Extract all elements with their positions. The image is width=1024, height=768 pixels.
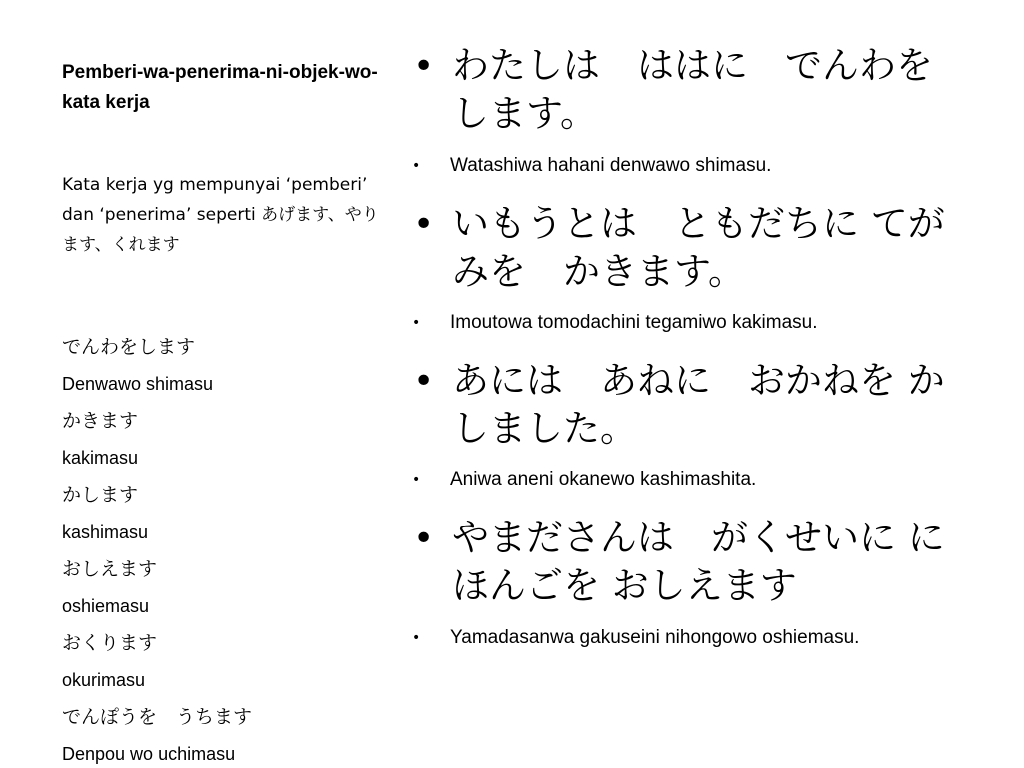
example-japanese-text: やまださんは がくせいに にほんごを おしえます [452, 516, 945, 607]
vocab-item-kana: かきます [62, 410, 139, 432]
slide-title: Pemberi-wa-penerima-ni-objek-wo-kata kerja [62, 62, 378, 113]
vocab-item-romaji: kashimasu [62, 522, 149, 542]
example-japanese-text: いもうとは ともだちに てがみを かきます。 [452, 202, 945, 293]
vocab-item-romaji: Denpou wo uchimasu [62, 744, 236, 764]
vocab-item-kana: でんわをします [62, 336, 196, 358]
vocab-list [62, 332, 252, 768]
vocab-item-romaji: Denwawo shimasu [62, 374, 214, 394]
bullet: • [413, 361, 435, 402]
example-romaji-text: Watashiwa hahani denwawo shimasu. [450, 155, 772, 176]
vocab-item-kana: かします [62, 484, 139, 506]
vocab-item-romaji: kakimasu [62, 448, 139, 468]
bullet: • [413, 204, 435, 245]
vocab-item-romaji: oshiemasu [62, 596, 150, 616]
example-romaji-text: Imoutowa tomodachini tegamiwo kakimasu. [450, 312, 818, 333]
example-romaji-text: Aniwa aneni okanewo kashimashita. [450, 469, 757, 490]
vocab-item-kana: おくります [62, 632, 158, 654]
verb-description: Kata kerja yg mempunyai ‘pemberi’ dan ‘penerima’ seperti あげます、やります、くれます [62, 175, 379, 255]
bullet: • [413, 518, 435, 559]
vocab-item-kana: でんぽうを うちます [62, 706, 253, 728]
bullet: • [412, 158, 421, 174]
example-romaji-text: Yamadasanwa gakuseini nihongowo oshiemasu. [450, 627, 860, 648]
example-japanese-text: わたしは ははに でんわを します。 [452, 44, 933, 135]
vocab-item-kana: おしえます [62, 558, 158, 580]
bullet: • [413, 46, 435, 87]
bullet: • [412, 315, 421, 331]
vocab-item-romaji: okurimasu [62, 670, 146, 690]
bullet: • [412, 472, 421, 488]
bullet: • [412, 630, 421, 646]
example-japanese-text: あには あねに おかねを かしました。 [452, 359, 945, 450]
